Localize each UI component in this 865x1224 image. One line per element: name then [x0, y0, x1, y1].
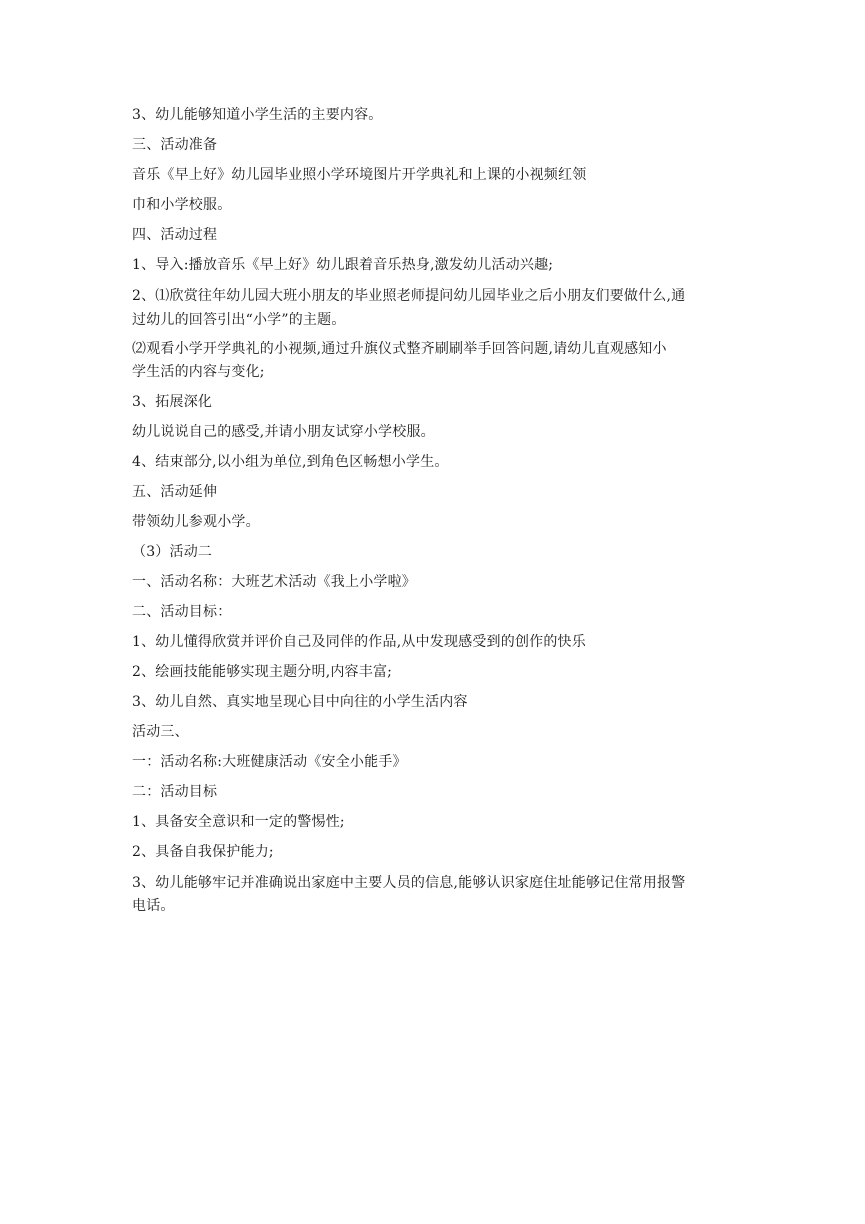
text-line: 巾和小学校服。: [132, 197, 232, 213]
text-line: 2、绘画技能能够实现主题分明,内容丰富;: [132, 664, 393, 680]
section-heading: 五、活动延伸: [132, 484, 218, 500]
text-line: 过幼儿的回答引出“小学”的主题。: [132, 312, 346, 328]
text-line: 3、幼儿能够牢记并准确说出家庭中主要人员的信息,能够认识家庭住址能够记住常用报警: [132, 875, 686, 891]
section-heading: 二：活动目标: [132, 784, 218, 800]
text-line: 一：活动名称:大班健康活动《安全小能手》: [132, 754, 407, 770]
section-heading: （3）活动二: [132, 544, 213, 560]
text-line: 3、幼儿自然、真实地呈现心目中向往的小学生活内容: [132, 694, 468, 710]
text-line: 电话。: [132, 898, 175, 914]
text-line: 一、活动名称：大班艺术活动《我上小学啦》: [132, 574, 416, 590]
text-line: 4、结束部分,以小组为单位,到角色区畅想小学生。: [132, 454, 449, 470]
text-line: 带领幼儿参观小学。: [132, 514, 260, 530]
text-line: 3、幼儿能够知道小学生活的主要内容。: [132, 107, 383, 123]
text-line: 音乐《早上好》幼儿园毕业照小学环境图片开学典礼和上课的小视频红领: [132, 167, 587, 183]
text-line: 幼儿说说自己的感受,并请小朋友试穿小学校服。: [132, 424, 435, 440]
text-line: 1、幼儿懂得欣赏并评价自己及同伴的作品,从中发现感受到的创作的快乐: [132, 634, 586, 650]
text-line: 1、具备安全意识和一定的警惕性;: [132, 814, 345, 830]
text-line: ⑵观看小学开学典礼的小视频,通过升旗仪式整齐刷刷举手回答问题,请幼儿直观感知小: [132, 341, 667, 357]
section-heading: 三、活动准备: [132, 137, 218, 153]
section-heading: 活动三、: [132, 724, 189, 740]
text-line: 2、⑴欣赏往年幼儿园大班小朋友的毕业照老师提问幼儿园毕业之后小朋友们要做什么,通: [132, 288, 686, 304]
section-heading: 四、活动过程: [132, 227, 218, 243]
text-line: 学生活的内容与变化;: [132, 364, 265, 380]
text-line: 2、具备自我保护能力;: [132, 844, 274, 860]
section-heading: 3、拓展深化: [132, 394, 213, 410]
section-heading: 二、活动目标：: [132, 604, 232, 620]
text-line: 1、导入:播放音乐《早上好》幼儿跟着音乐热身,激发幼儿活动兴趣;: [132, 257, 554, 273]
